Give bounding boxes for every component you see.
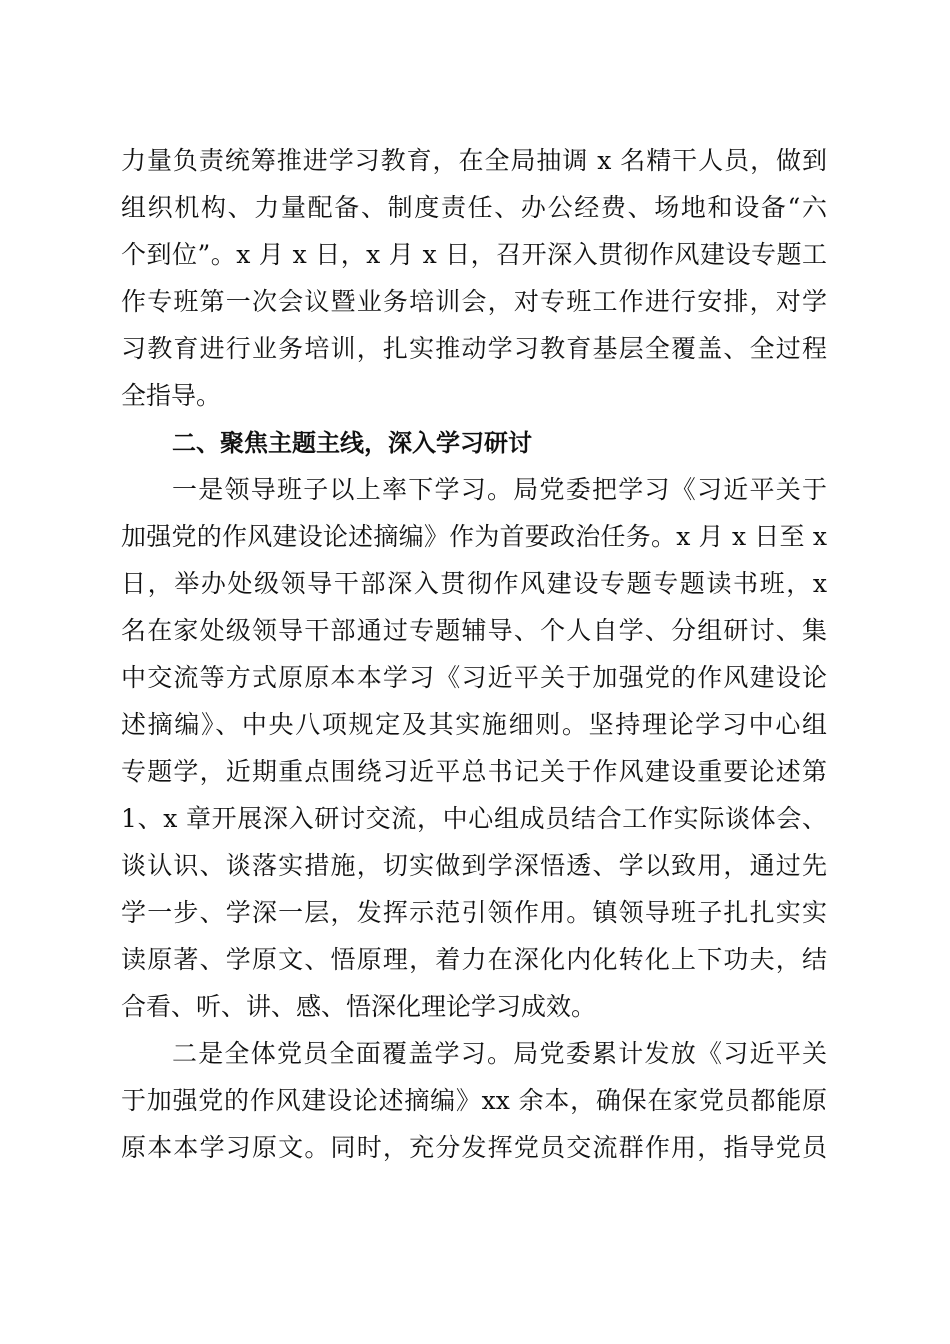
paragraph-2-line-12: 合看、听、讲、感、悟深化理论学习成效。 [121, 992, 597, 1021]
paragraph-line [0, 844, 950, 888]
paragraph-line [0, 280, 950, 324]
section-heading [0, 421, 950, 465]
paragraph-line [0, 609, 950, 653]
paragraph-2-line-5: 中交流等方式原原本本学习《习近平关于加强党的作风建设论 [121, 663, 827, 692]
paragraph-line [0, 938, 950, 982]
paragraph-2-line-11: 读原著、学原文、悟原理，着力在深化内化转化上下功夫，结 [121, 945, 827, 974]
paragraph-2-line-4: 名在家处级领导干部通过专题辅导、个人自学、分组研讨、集 [121, 616, 827, 645]
paragraph-2-line-10: 学一步、学深一层，发挥示范引领作用。镇领导班子扎扎实实 [121, 898, 827, 927]
paragraph-1-line-2: 组织机构、力量配备、制度责任、办公经费、场地和设备“六 [121, 193, 827, 222]
paragraph-2-line-8: 1、x 章开展深入研讨交流，中心组成员结合工作实际谈体会、 [121, 804, 827, 833]
paragraph-3-line-2: 于加强党的作风建设论述摘编》xx 余本，确保在家党员都能原 [121, 1086, 827, 1115]
paragraph-line [0, 327, 950, 371]
paragraph-2-line-9: 谈认识、谈落实措施，切实做到学深悟透、学以致用，通过先 [121, 851, 827, 880]
paragraph-line [0, 1079, 950, 1123]
paragraph-line [0, 374, 950, 418]
paragraph-line [0, 515, 950, 559]
paragraph-3-line-1: 二是全体党员全面覆盖学习。局党委累计发放《习近平关 [172, 1039, 827, 1068]
paragraph-2-line-3: 日，举办处级领导干部深入贯彻作风建设专题专题读书班，x [121, 569, 827, 598]
paragraph-2-line-1: 一是领导班子以上率下学习。局党委把学习《习近平关于 [172, 475, 827, 504]
paragraph-line [0, 797, 950, 841]
paragraph-2-line-2: 加强党的作风建设论述摘编》作为首要政治任务。x 月 x 日至 x [121, 522, 827, 551]
paragraph-line [0, 1126, 950, 1170]
paragraph-line [0, 985, 950, 1029]
paragraph-2-line-6: 述摘编》、中央八项规定及其实施细则。坚持理论学习中心组 [121, 710, 827, 739]
paragraph-line [0, 656, 950, 700]
paragraph-line [0, 1032, 950, 1076]
paragraph-line [0, 562, 950, 606]
paragraph-1-line-1: 力量负责统筹推进学习教育，在全局抽调 x 名精干人员，做到 [121, 146, 827, 175]
paragraph-line [0, 750, 950, 794]
section-heading-text: 二、聚焦主题主线，深入学习研讨 [172, 429, 532, 457]
paragraph-line [0, 139, 950, 183]
paragraph-1-line-3: 个到位”。x 月 x 日，x 月 x 日，召开深入贯彻作风建设专题工 [121, 240, 827, 269]
paragraph-line [0, 186, 950, 230]
paragraph-line [0, 468, 950, 512]
paragraph-line [0, 703, 950, 747]
paragraph-2-line-7: 专题学，近期重点围绕习近平总书记关于作风建设重要论述第 [121, 757, 827, 786]
paragraph-line [0, 891, 950, 935]
paragraph-line [0, 233, 950, 277]
paragraph-1-line-6: 全指导。 [121, 381, 222, 410]
paragraph-1-line-4: 作专班第一次会议暨业务培训会，对专班工作进行安排，对学 [121, 287, 827, 316]
paragraph-1-line-5: 习教育进行业务培训，扎实推动学习教育基层全覆盖、全过程 [121, 334, 827, 363]
paragraph-3-line-3: 原本本学习原文。同时，充分发挥党员交流群作用，指导党员 [121, 1133, 827, 1162]
